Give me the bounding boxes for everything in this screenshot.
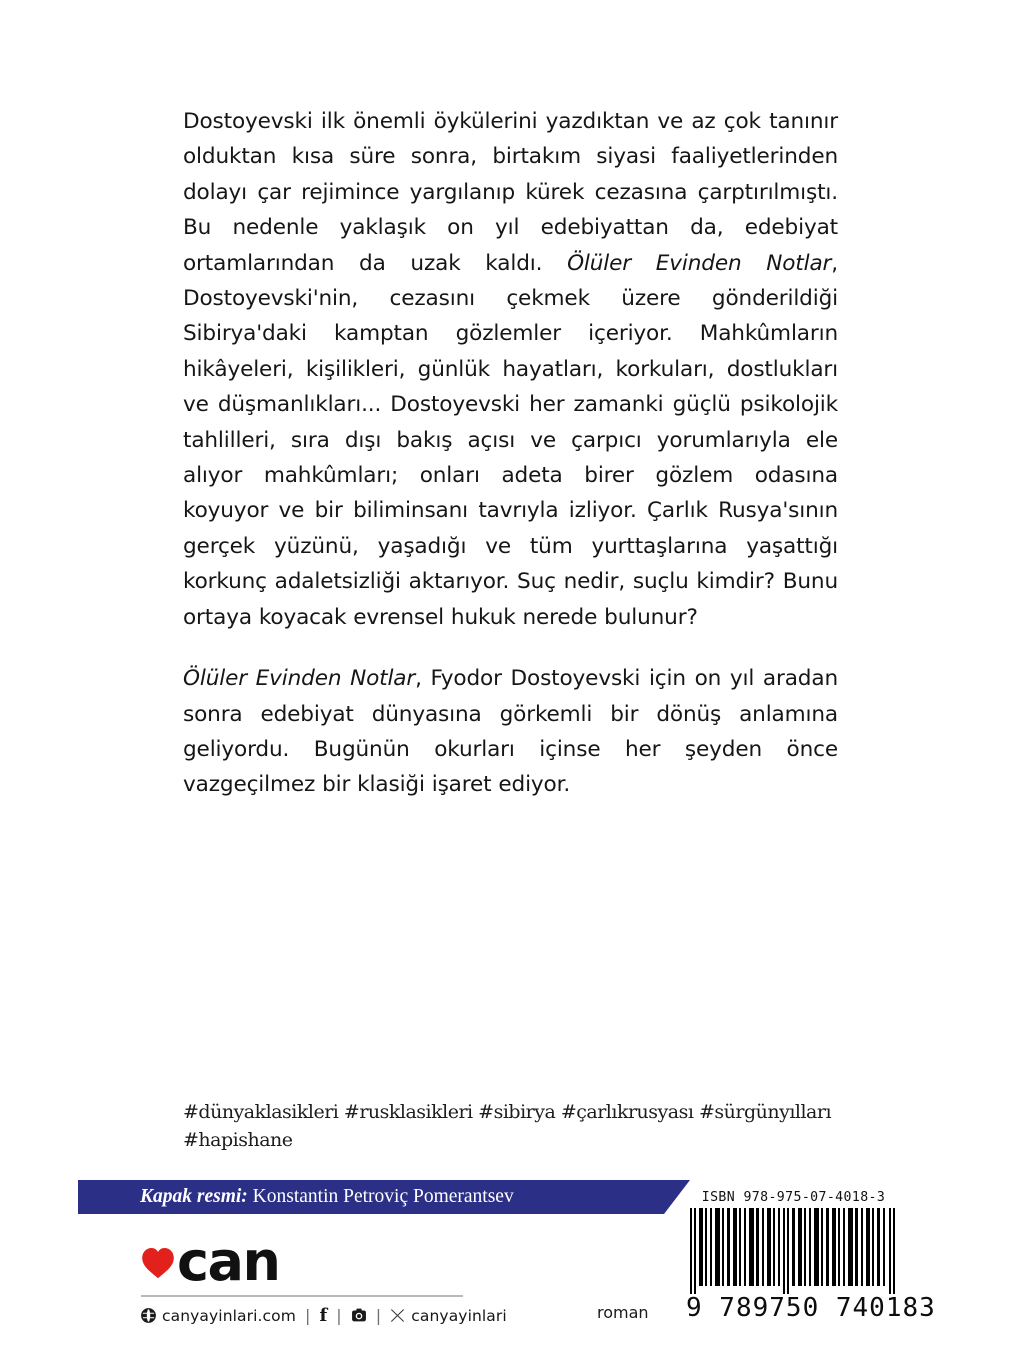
instagram-icon[interactable] (351, 1307, 367, 1324)
cover-credit-label: Kapak resmi: (140, 1186, 248, 1207)
back-cover-blurb (183, 104, 838, 803)
publisher-logo (141, 1230, 471, 1293)
publisher-divider (141, 1295, 463, 1297)
separator-1: | (304, 1306, 311, 1325)
separator-2: | (336, 1306, 342, 1325)
blurb-paragraph-2 (183, 661, 838, 803)
publisher-wordmark: can (177, 1230, 280, 1293)
blurb-p1-lead: Dostoyevski ilk önemli öykülerini yazdıktan ve az çok tanınır olduktan kısa süre sonra, birtakım siyasi faaliyetlerinden dolayı çar rejimince yargılanıp kürek cezasına çarptırılmıştı. Bu nedenle yaklaşık on yıl edebiyattan da, edebiyat ortamlarından da uzak kaldı. (183, 109, 838, 276)
book-title-italic-2: Ölüler Evinden Notlar (183, 666, 416, 692)
hashtag-block (183, 1098, 843, 1154)
publisher-block (141, 1230, 507, 1326)
separator-3: | (375, 1306, 382, 1325)
ean-digits: 9 789750 740183 (686, 1293, 936, 1323)
book-title-italic: Ölüler Evinden Notlar (567, 250, 832, 276)
social-links-bar (141, 1305, 507, 1326)
x-twitter-icon[interactable] (390, 1307, 405, 1324)
globe-icon (141, 1307, 156, 1324)
hashtag-line-2: #hapishane (183, 1129, 293, 1151)
cover-credit-ribbon (78, 1180, 690, 1214)
cover-credit-text (140, 1180, 514, 1214)
heart-icon (141, 1247, 175, 1279)
isbn-text: ISBN 978-975-07-4018-3 (701, 1190, 886, 1205)
facebook-icon[interactable]: f (319, 1305, 328, 1326)
blurb-p2-rest: , Fyodor Dostoyevski için on yıl aradan sonra edebiyat dünyasına görkemli bir dönüş anlamına geliyordu. Bugünün okurları içinse her şeyden önce vazgeçilmez bir klasiği işaret ediyor. (183, 666, 838, 798)
website-label[interactable]: canyayinlari.com (162, 1306, 296, 1325)
hashtag-line-1: #dünyaklasikleri #rusklasikleri #sibirya #çarlıkrusyası #sürgünyılları (183, 1101, 832, 1123)
cover-credit-name: Konstantin Petroviç Pomerantsev (252, 1186, 514, 1207)
isbn-barcode-block (686, 1190, 936, 1323)
genre-label: roman (597, 1303, 649, 1322)
barcode-bars (686, 1208, 901, 1294)
blurb-paragraph-1 (183, 104, 838, 635)
social-handle[interactable]: canyayinlari (411, 1306, 507, 1325)
blurb-p1-rest: , Dostoyevski'nin, cezasını çekmek üzere gönderildiği Sibirya'daki kamptan gözlemler içeriyor. Mahkûmların hikâyeleri, kişilikleri, günlük hayatları, korkuları, dostlukları ve düşmanlıkları... Dostoyevski her zamanki güçlü psikolojik tahlilleri, sıra dışı bakış açısı ve çarpıcı yorumlarıyla ele alıyor mahkûmları; onları adeta birer gözlem odasına koyuyor ve bir biliminsanı tavrıyla izliyor. Çarlık Rusya'sının gerçek yüzünü, yaşadığı ve tüm yurttaşlarına yaşattığı korkunç adaletsizliği aktarıyor. Suç nedir, suçlu kimdir? Bunu ortaya koyacak evrensel hukuk nerede bulunur? (183, 250, 838, 630)
